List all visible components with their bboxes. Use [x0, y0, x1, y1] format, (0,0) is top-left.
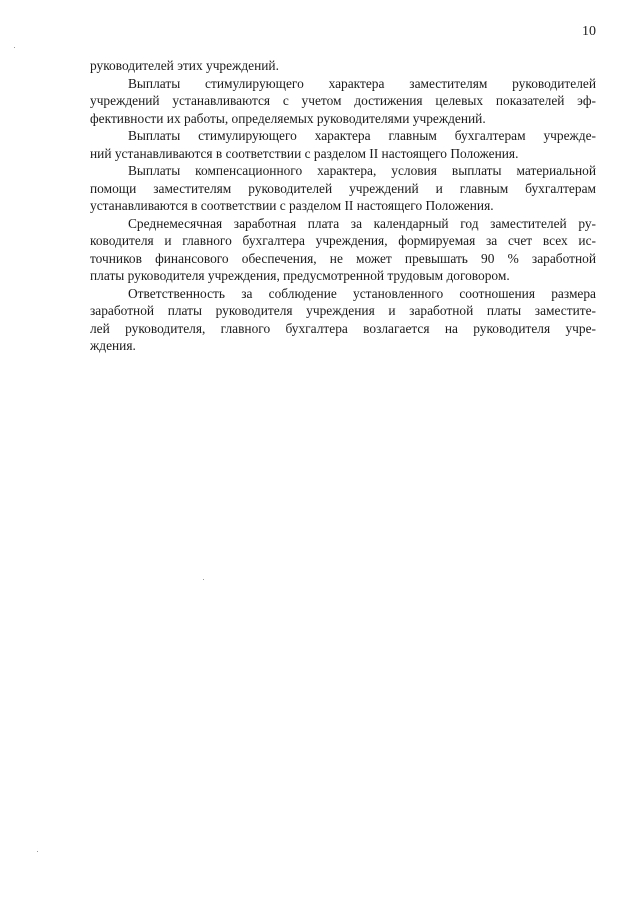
- paragraph-line: платы руководителя учреждения, предусмотренной трудовым договором.: [90, 268, 510, 283]
- paragraph-line: фективности их работы, определяемых руководителями учреждений.: [90, 110, 486, 126]
- scan-speck: [203, 579, 204, 580]
- page-number: 10: [582, 24, 596, 39]
- document-body: [90, 57, 596, 355]
- paragraph-line: заработной платы руководителя учреждения и заработной платы заместите-: [90, 303, 596, 318]
- paragraph-line: лей руководителя, главного бухгалтера возлагается на руководителя учре-: [90, 320, 596, 336]
- paragraph-line: руководителей этих учреждений.: [90, 58, 279, 73]
- paragraph-line: ний устанавливаются в соответствии с разделом II настоящего Положения.: [90, 145, 519, 161]
- paragraph-line: ждения.: [90, 338, 136, 353]
- paragraph-line: Выплаты стимулирующего характера главным бухгалтерам учрежде-: [128, 128, 596, 143]
- paragraph-line: ководителя и главного бухгалтера учреждения, формируемая за счет всех ис-: [90, 233, 596, 248]
- paragraph-line: учреждений устанавливаются с учетом достижения целевых показателей эф-: [90, 93, 596, 108]
- paragraph-line: помощи заместителям руководителей учреждений и главным бухгалтерам: [90, 180, 596, 196]
- scan-speck: [37, 851, 38, 852]
- paragraph-line: Среднемесячная заработная плата за календарный год заместителей ру-: [128, 215, 596, 231]
- scan-speck: [14, 47, 15, 48]
- paragraph-line: точников финансового обеспечения, не может превышать 90 % заработной: [90, 250, 596, 266]
- paragraph-line: Ответственность за соблюдение установленного соотношения размера: [128, 285, 596, 301]
- paragraph-line: Выплаты компенсационного характера, условия выплаты материальной: [128, 163, 596, 178]
- paragraph-line: Выплаты стимулирующего характера заместителям руководителей: [128, 75, 596, 91]
- paragraph-line: устанавливаются в соответствии с разделом II настоящего Положения.: [90, 198, 494, 213]
